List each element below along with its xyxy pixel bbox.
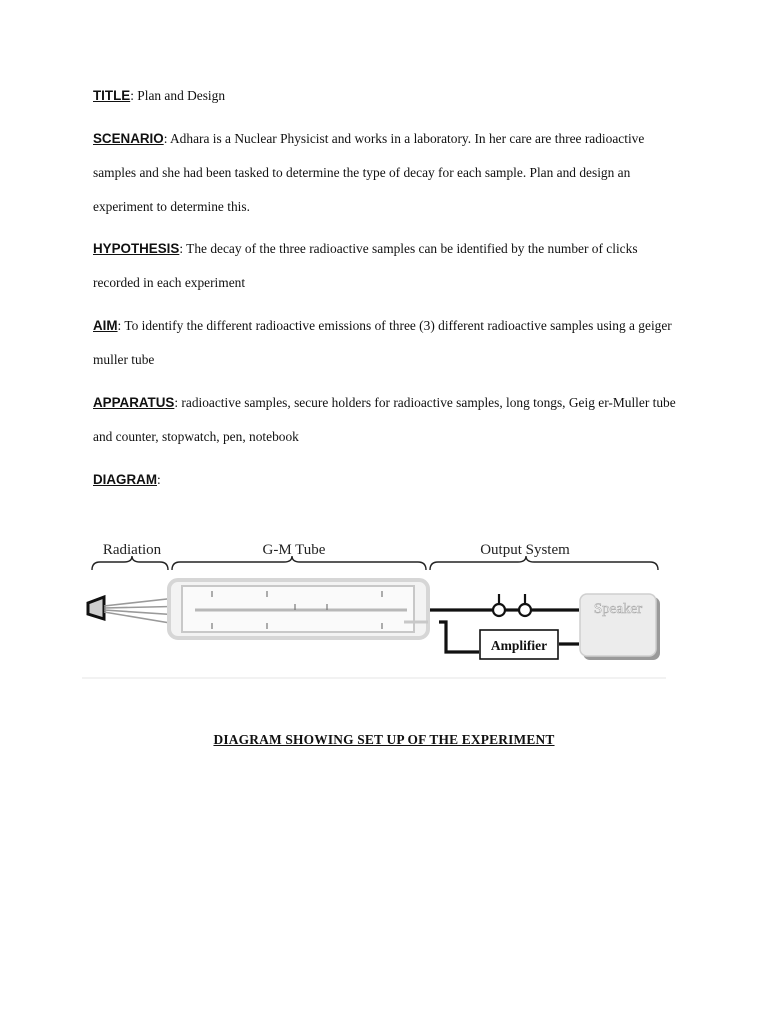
- aim-text: : To identify the different radioactive emissions of three (3) different radioactive samples using a geiger muller tube: [93, 318, 672, 367]
- radiation-source: [88, 597, 104, 619]
- apparatus-text: : radioactive samples, secure holders for radioactive samples, long tongs, Geig er-Muller tube and counter, stopwatch, pen, notebook: [93, 395, 676, 444]
- title-paragraph: [93, 79, 683, 113]
- scenario-label: SCENARIO: [93, 131, 164, 146]
- radiation-brace: [92, 556, 168, 570]
- title-label: TITLE: [93, 88, 131, 103]
- hypothesis-text: : The decay of the three radioactive samples can be identified by the number of clicks recorded in each experiment: [93, 241, 638, 290]
- scenario-text: : Adhara is a Nuclear Physicist and works in a laboratory. In her care are three radioactive samples and she had been tasked to determine the type of decay for each sample. Plan and design an experiment to determine this.: [93, 131, 645, 214]
- output-system-label: Output System: [480, 542, 570, 558]
- hypothesis-paragraph: [93, 232, 683, 300]
- aim-paragraph: [93, 309, 683, 377]
- radiation-label: Radiation: [102, 542, 162, 558]
- gm-tube-diagram-svg: [82, 530, 666, 685]
- speaker-box: [580, 594, 660, 660]
- diagram-heading: [93, 463, 683, 497]
- output-system-brace: [430, 556, 658, 570]
- speaker-label: Speaker: [593, 601, 643, 617]
- gm-tube-diagram: [82, 530, 666, 685]
- gm-tube-brace: [172, 556, 426, 570]
- amplifier-label: Amplifier: [490, 638, 548, 653]
- apparatus-paragraph: [93, 386, 683, 454]
- switch-contacts: [493, 594, 531, 616]
- scenario-paragraph: [93, 122, 683, 224]
- bracket-group: [92, 556, 658, 570]
- title-text: : Plan and Design: [130, 88, 226, 103]
- diagram-label: DIAGRAM: [93, 472, 157, 487]
- hypothesis-label: HYPOTHESIS: [93, 241, 180, 256]
- gm-tube: [169, 580, 428, 638]
- apparatus-label: APPARATUS: [93, 395, 175, 410]
- aim-label: AIM: [93, 318, 118, 333]
- amplifier-box: [480, 630, 558, 659]
- diagram-suffix: :: [156, 472, 161, 487]
- gm-tube-label: G-M Tube: [262, 542, 326, 558]
- diagram-caption: DIAGRAM SHOWING SET UP OF THE EXPERIMENT: [213, 732, 555, 747]
